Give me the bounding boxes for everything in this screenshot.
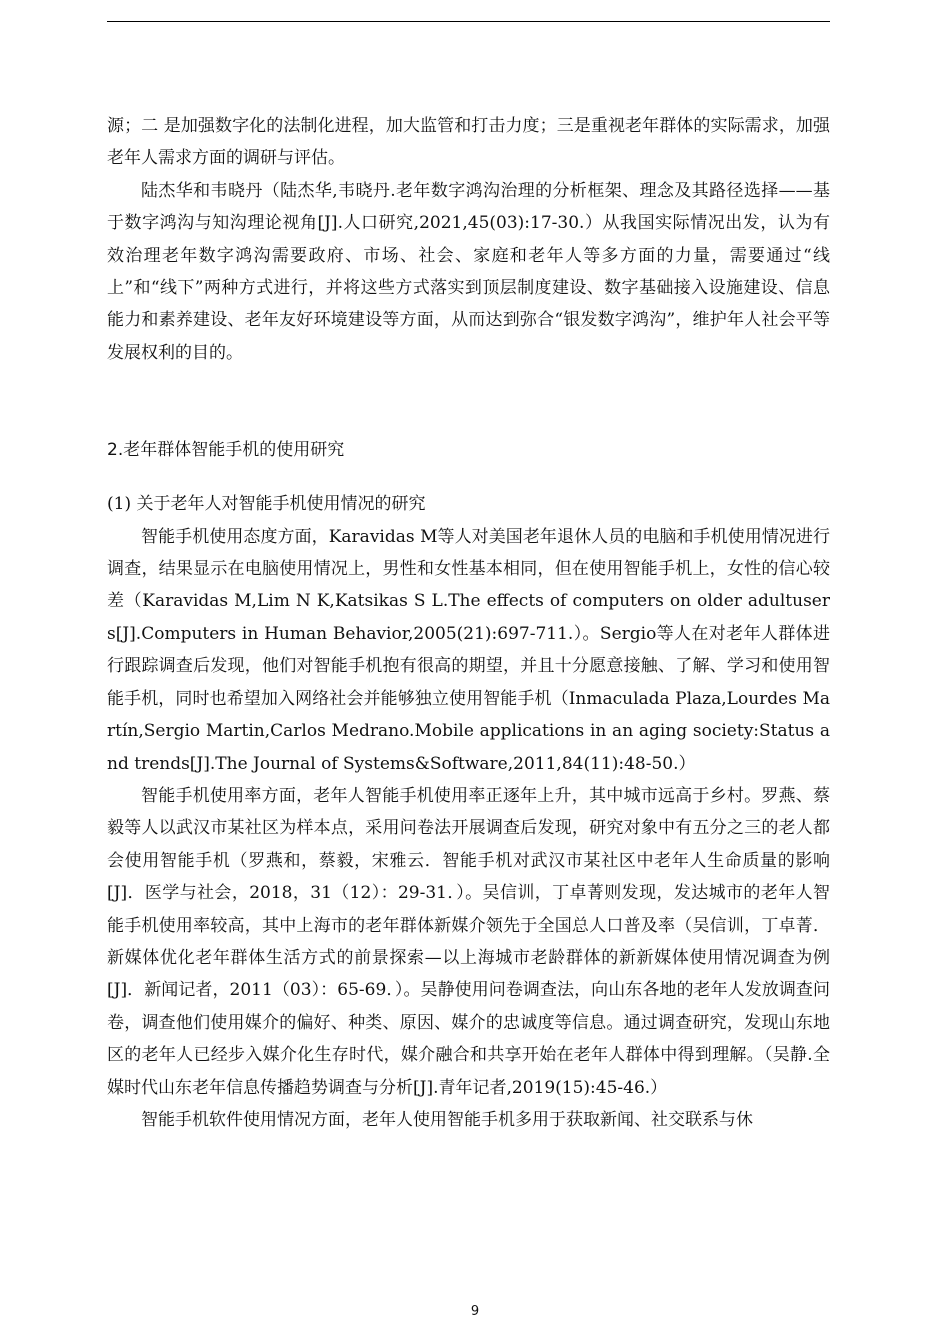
paragraph-lu-wei: 陆杰华和韦晓丹（陆杰华,韦晓丹.老年数字鸿沟治理的分析框架、理念及其路径选择——基于数字鸿沟与知沟理论视角[J].人口研究,2021,45(03):17-30.）从我国实际情况出发，认为有效治理老年数字鸿沟需要政府、市场、社会、家庭和老年人等多方面的力量，需要通过“线上”和“线下”两种方式进行，并将这些方式落实到顶层制度建设、数字基础接入设施建设、信息能力和素养建设、老年友好环境建设等方面，从而达到弥合“银发数字鸿沟”，维护年人社会平等发展权利的目的。 <box>107 180 830 363</box>
paragraph-usage-attitude: 智能手机使用态度方面，Karavidas M等人对美国老年退休人员的电脑和手机使用情况进行调查，结果显示在电脑使用情况上，男性和女性基本相同，但在使用智能手机上，女性的信心较差（Karavidas M,Lim N K,Katsikas S L.The effects of computers on older adultusers[J].Computers in Human Behavior,2005(21):697-711.）。Sergio等人在对老年人群体进行跟踪调查后发现，他们对智能手机抱有很高的期望，并且十分愿意接触、了解、学习和使用智能手机，同时也希望加入网络社会并能够独立使用智能手机（Inmaculada Plaza,Lourdes Martín,Sergio Martin,Carlos Medrano.Mobile applications in an aging society:Status and trends[J].The Journal of Systems&Software,2011,84(11):48-50.） <box>107 526 830 774</box>
paragraph-continuation: 源；二 是加强数字化的法制化进程，加大监管和打击力度；三是重视老年群体的实际需求，加强老年人需求方面的调研与评估。 <box>107 116 830 169</box>
page-body <box>107 110 830 1136</box>
page-number: 9 <box>470 1304 480 1319</box>
header-rule <box>107 21 830 22</box>
subsection-heading: (1) 关于老年人对智能手机使用情况的研究 <box>107 494 426 515</box>
section-heading: 2.老年群体智能手机的使用研究 <box>107 440 345 461</box>
paragraph-app-usage: 智能手机软件使用情况方面，老年人使用智能手机多用于获取新闻、社交联系与休 <box>141 1109 753 1130</box>
paragraph-usage-rate: 智能手机使用率方面，老年人智能手机使用率正逐年上升，其中城市远高于乡村。罗燕、蔡毅等人以武汉市某社区为样本点，采用问卷法开展调查后发现，研究对象中有五分之三的老人都会使用智能手机（罗燕和，蔡毅，宋雅云．智能手机对武汉市某社区中老年人生命质量的影响[J]．医学与社会，2018，31（12）：29-31．）。吴信训，丁卓菁则发现，发达城市的老年人智能手机使用率较高，其中上海市的老年群体新媒介领先于全国总人口普及率（吴信训，丁卓菁．新媒体优化老年群体生活方式的前景探索—以上海城市老龄群体的新新媒体使用情况调查为例[J]．新闻记者，2011（03）：65-69．）。吴静使用问卷调查法，向山东各地的老年人发放调查问卷，调查他们使用媒介的偏好、种类、原因、媒介的忠诚度等信息。通过调查研究，发现山东地区的老年人已经步入媒介化生存时代，媒介融合和共享开始在老年人群体中得到理解。（吴静.全媒时代山东老年信息传播趋势调查与分析[J].青年记者,2019(15):45-46.） <box>107 785 830 1098</box>
